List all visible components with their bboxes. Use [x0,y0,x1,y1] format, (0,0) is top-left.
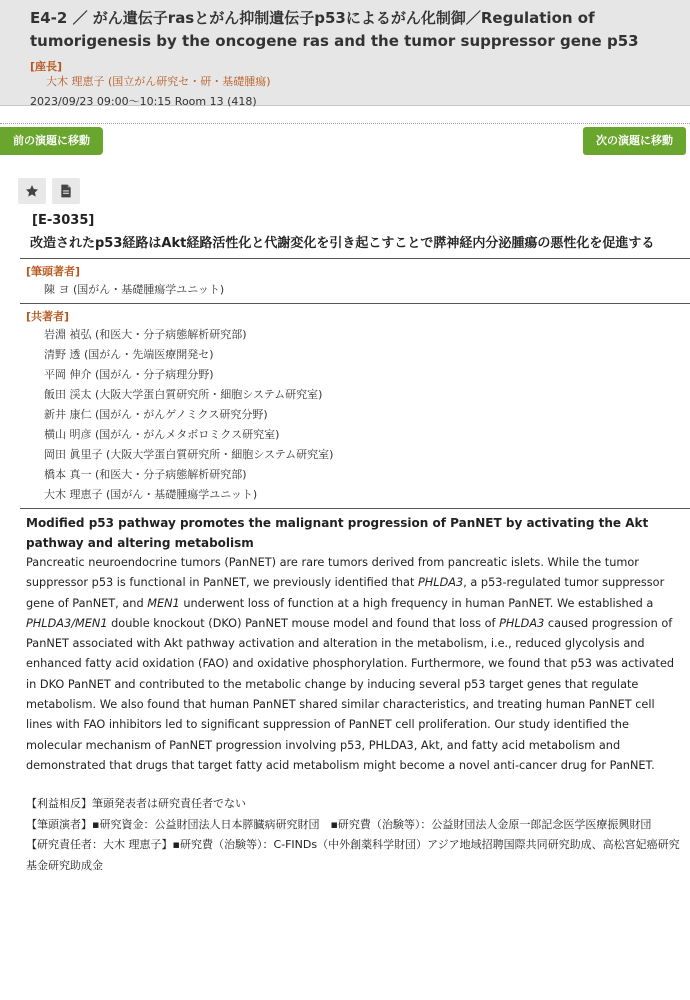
session-datetime: 2023/09/23 09:00〜10:15 Room 13 (418) [30,95,257,108]
abstract-text: Pancreatic neuroendocrine tumors (PanNET) are rare tumors derived from pancreatic islets. While the tumor suppressor p53 is functional in PanNET, we previously identified that [26,556,639,590]
presentation-nav [0,123,690,168]
chair-label: [座長] [30,60,63,73]
coauthor: 飯田 渓太 (大阪大学蛋白質研究所・細胞システム研究室) [44,388,323,401]
coauthor: 新井 康仁 (国がん・がんゲノミクス研究分野) [44,408,268,421]
abstract-text: caused progression of PanNET associated with Akt pathway activation and alteration in the metabolism, i.e., reduced glycolysis and enhanced fatty acid oxidation (FAO) and oxidative phosphorylation. Furthermore, we found that p53 was activated in DKO PanNET and contributed to the metabolic change by inducing several p53 target genes that regulate metabolism. We also found that human PanNET shared similar characteristics, and treating human PanNET cell lines with FAO inhibitors led to significant suppression of PanNET cell proliferation. Our study identified the molecular mechanism of PanNET progression involving p53, PHLDA3, Akt, and fatty acid metabolism and demonstrated that drugs that target fatty acid metabolism might become a novel anti-cancer drug for PanNET. [26,616,675,772]
session-title: E4-2 ／ がん遺伝子rasとがん抑制遺伝子p53によるがん化制御／Regulation of tumorigenesis by the oncogene ras and the tumor suppressor gene p53 [30,9,639,50]
first-author-label: [筆頭著者] [26,265,81,278]
first-author: 陳 ヨ (国がん・基礎腫瘍学ユニット) [44,283,225,296]
coauthor: 平岡 伸介 (国がん・分子病理分野) [44,368,214,381]
abstract-text: , a p53-regulated tumor suppressor gene of PanNET, and [26,576,665,610]
star-icon [25,184,39,198]
gene-name: PHLDA3 [499,616,545,630]
favorite-button[interactable] [18,178,46,204]
divider [20,303,690,304]
toolbar [18,178,80,204]
gene-name: PHLDA3/MEN1 [26,616,108,630]
disclosure-pi: 【研究責任者：大木 理恵子】▪研究費（治験等）：C-FINDs（中外創薬科学財団）アジア地域招聘国際共同研究助成、高松宮妃癌研究基金研究助成金 [26,838,680,872]
document-button[interactable] [52,178,80,204]
document-icon [60,184,72,198]
coauthor: 岡田 眞里子 (大阪大学蛋白質研究所・細胞システム研究室) [44,448,334,461]
coauthor: 横山 明彦 (国がん・がんメタボロミクス研究室) [44,428,280,441]
disclosure-presenter: 【筆頭演者】▪研究資金：公益財団法人日本膵臓病研究財団 ▪研究費（治験等）：公益財団法人金原一郎記念医学医療振興財団 [26,817,652,831]
coauthor-list [0,325,690,505]
divider [20,508,690,509]
abstract-title: Modified p53 pathway promotes the malignant progression of PanNET by activating the Akt pathway and altering metabolism [26,516,649,550]
disclosure-coi: 【利益相反】筆頭発表者は研究責任者でない [26,797,246,811]
presentation-content [0,212,690,876]
abstract-text: underwent loss of function at a high frequency in human PanNET. We established a [179,596,654,610]
presentation-id: [E-3035] [32,213,95,228]
abstract-body [0,553,690,776]
presentation-title: 改造されたp53経路はAkt経路活性化と代謝変化を引き起こすことで膵神経内分泌腫瘍の悪性化を促進する [30,236,655,251]
coauthor: 大木 理恵子 (国がん・基礎腫瘍学ユニット) [44,488,258,501]
gene-name: PHLDA3 [418,576,464,590]
abstract-text: double knockout (DKO) PanNET mouse model and found that loss of [107,616,500,630]
prev-presentation-button[interactable]: 前の演題に移動 [0,127,103,155]
next-presentation-button[interactable]: 次の演題に移動 [583,127,686,155]
chair-name: 大木 理恵子 (国立がん研究セ・研・基礎腫瘍) [46,75,271,88]
gene-name: MEN1 [147,596,180,610]
coauthor: 岩淵 禎弘 (和医大・分子病態解析研究部) [44,328,247,341]
divider [20,258,690,259]
session-header [0,0,690,106]
coauthor: 橋本 真一 (和医大・分子病態解析研究部) [44,468,247,481]
disclosures [0,794,690,876]
coauthors-label: [共著者] [26,310,70,323]
coauthor: 清野 透 (国がん・先端医療開発セ) [44,348,214,361]
